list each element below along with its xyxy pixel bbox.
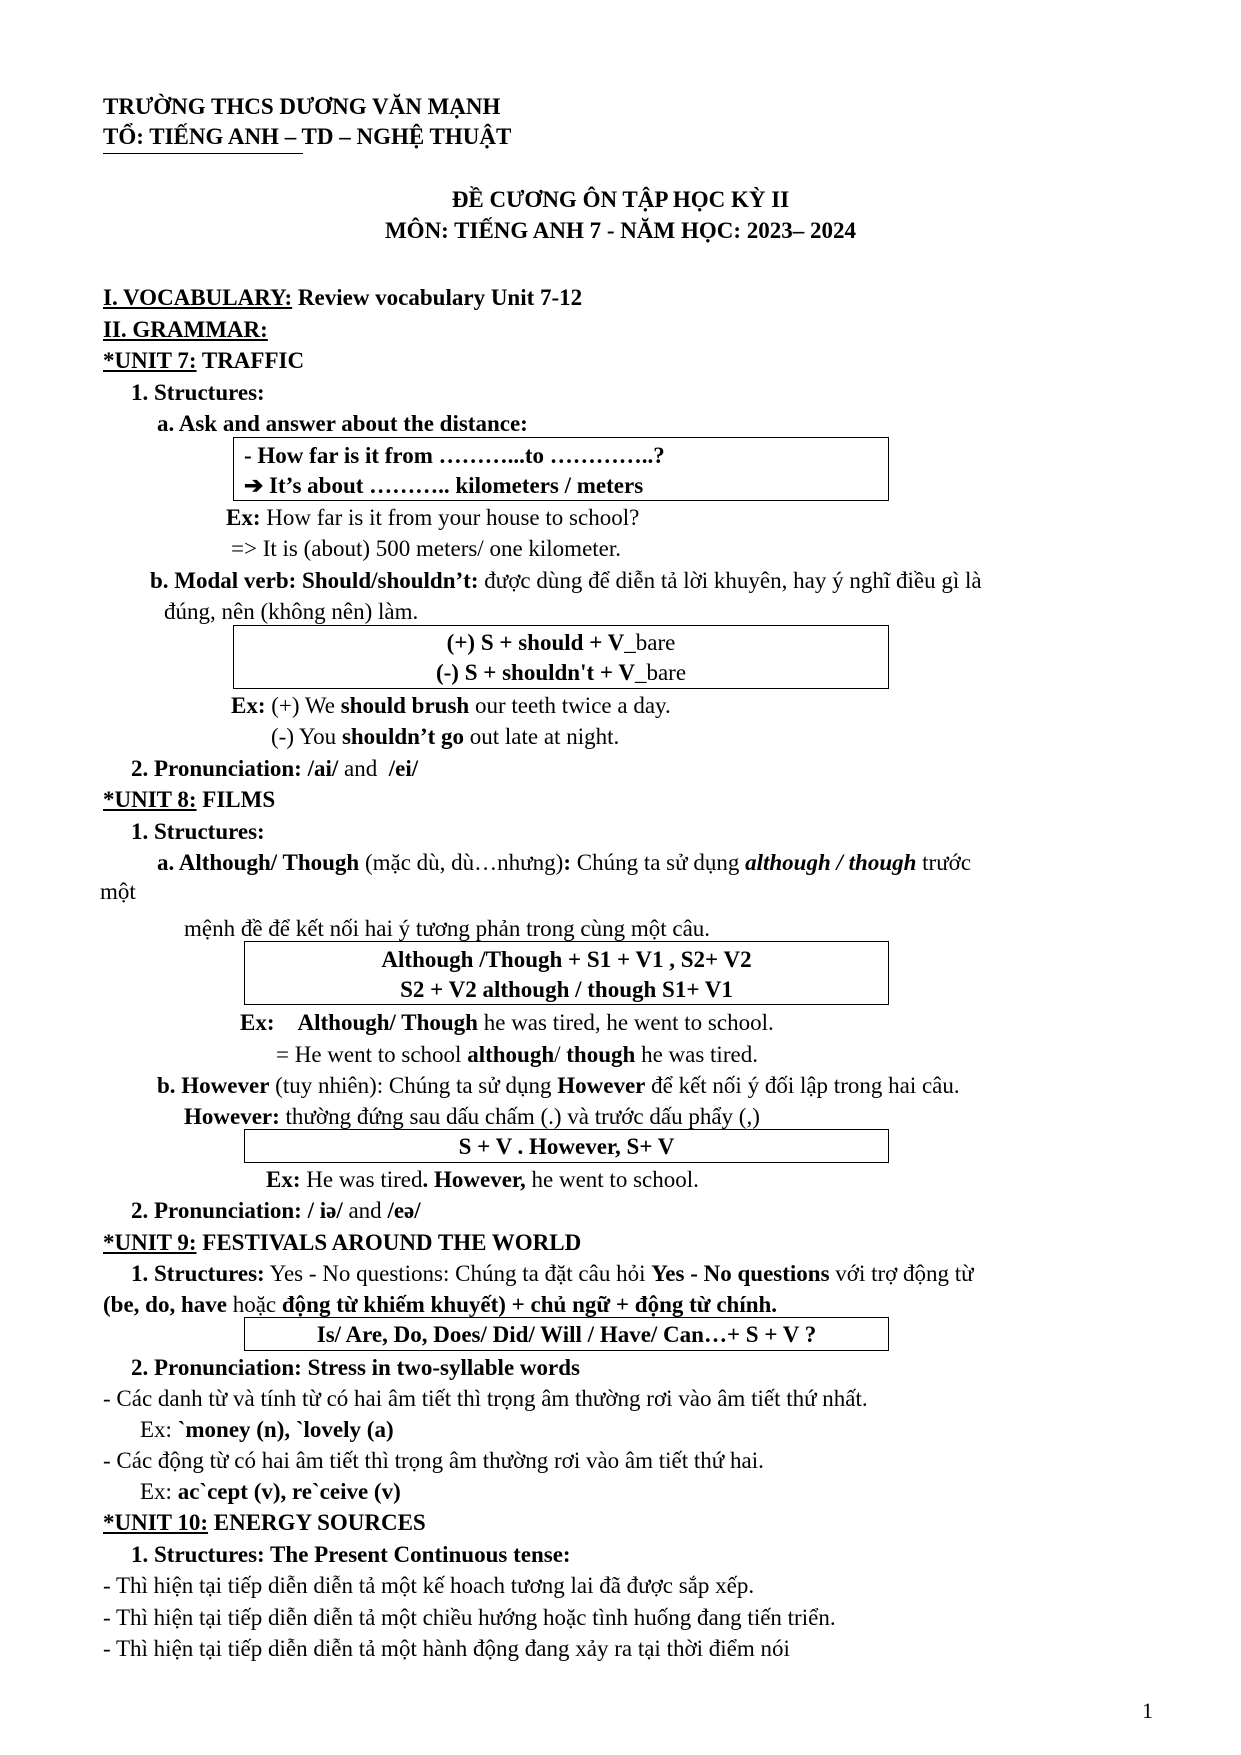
unit8-example1: Ex: Although/ Though he was tired, he went to school. <box>240 1010 774 1035</box>
unit7-box-line1: - How far is it from ………...to …………..? <box>244 443 665 468</box>
unit8-label: *UNIT 8: <box>103 787 197 812</box>
unit8-a-line2: mệnh đề để kết nối hai ý tương phản trong cùng một câu. <box>184 916 711 941</box>
section-vocabulary <box>103 286 582 309</box>
unit7-structures: 1. Structures: <box>131 380 265 405</box>
unit7-a-heading: a. Ask and answer about the distance: <box>157 411 528 436</box>
unit8-structures: 1. Structures: <box>131 819 265 844</box>
unit7-heading <box>103 349 304 372</box>
unit9-title: FESTIVALS AROUND THE WORLD <box>196 1230 582 1255</box>
unit7-example3: Ex: (+) We should brush our teeth twice a day. <box>231 693 671 718</box>
arrow-right-icon: ➔ <box>244 473 264 498</box>
section-vocabulary-label: I. VOCABULARY: <box>103 285 293 310</box>
header-underline <box>103 153 303 154</box>
unit8-box-line2: S2 + V2 although / though S1+ V1 <box>400 977 733 1002</box>
unit8-example2: = He went to school although/ though he was tired. <box>276 1042 758 1067</box>
section-grammar: II. GRAMMAR: <box>103 317 268 342</box>
unit7-pronunciation: 2. Pronunciation: /ai/ and /ei/ <box>131 756 419 781</box>
unit10-label: *UNIT 10: <box>103 1510 209 1535</box>
unit8-a-wrap: một <box>100 879 136 904</box>
unit7-example1: Ex: How far is it from your house to school? <box>226 505 640 530</box>
department-name: TỔ: TIẾNG ANH – TD – NGHỆ THUẬT <box>103 124 512 149</box>
unit9-structures-line2: (be, do, have hoặc động từ khiếm khuyết) + chủ ngữ + động từ chính. <box>103 1292 778 1317</box>
unit9-rule2: - Các động từ có hai âm tiết thì trọng âm thường rơi vào âm tiết thứ hai. <box>103 1448 764 1473</box>
unit7-example4: (-) You shouldn’t go out late at night. <box>271 724 620 749</box>
unit10-structures: 1. Structures: The Present Continuous tense: <box>131 1542 571 1567</box>
unit7-box-line2: ➔ It’s about ……….. kilometers / meters <box>244 473 644 498</box>
unit10-rule1: - Thì hiện tại tiếp diễn diễn tả một kế hoach tương lai đã được sắp xếp. <box>103 1573 755 1598</box>
unit7-title: TRAFFIC <box>196 348 305 373</box>
unit7-b-line2: đúng, nên (không nên) làm. <box>164 599 419 624</box>
unit9-rule1: - Các danh từ và tính từ có hai âm tiết thì trọng âm thường rơi vào âm tiết thứ nhất. <box>103 1386 868 1411</box>
unit8-example3: Ex: He was tired. However, he went to school. <box>266 1167 699 1192</box>
unit9-pronunciation: 2. Pronunciation: Stress in two-syllable words <box>131 1355 580 1380</box>
unit8-pronunciation: 2. Pronunciation: / iə/ and /eə/ <box>131 1198 421 1223</box>
section-vocabulary-text: Review vocabulary Unit 7-12 <box>292 285 583 310</box>
page-number: 1 <box>1142 1698 1153 1723</box>
unit8-b-line1: b. However (tuy nhiên): Chúng ta sử dụng However để kết nối ý đối lập trong hai câu. <box>157 1073 960 1098</box>
unit8-title: FILMS <box>196 787 276 812</box>
unit9-example2: Ex: ac`cept (v), re`ceive (v) <box>140 1479 401 1504</box>
unit7-formula-positive: (+) S + should + V_bare <box>446 630 676 655</box>
unit7-formula-negative: (-) S + shouldn't + V_bare <box>435 660 687 685</box>
unit10-rule3: - Thì hiện tại tiếp diễn diễn tả một hành động đang xảy ra tại thời điểm nói <box>103 1636 790 1661</box>
unit9-heading <box>103 1231 581 1254</box>
unit10-heading <box>103 1511 426 1534</box>
unit7-example2: => It is (about) 500 meters/ one kilometer. <box>231 536 622 561</box>
unit9-label: *UNIT 9: <box>103 1230 197 1255</box>
doc-subtitle: MÔN: TIẾNG ANH 7 - NĂM HỌC: 2023– 2024 <box>384 218 857 243</box>
unit8-box-line1: Although /Though + S1 + V1 , S2+ V2 <box>381 947 752 972</box>
unit8-heading <box>103 788 275 811</box>
unit10-rule2: - Thì hiện tại tiếp diễn diễn tả một chiều hướng hoặc tình huống đang tiến triển. <box>103 1605 836 1630</box>
unit7-b-line1: b. Modal verb: Should/shouldn’t: được dùng để diễn tả lời khuyên, hay ý nghĩ điều gì là <box>150 568 982 593</box>
unit8-a-line1: a. Although/ Though (mặc dù, dù…nhưng): Chúng ta sử dụng although / though trước <box>157 850 972 875</box>
unit7-label: *UNIT 7: <box>103 348 197 373</box>
unit10-title: ENERGY SOURCES <box>208 1510 426 1535</box>
unit8-b-line2: However: thường đứng sau dấu chấm (.) và trước dấu phẩy (,) <box>184 1104 760 1129</box>
unit9-example1: Ex: `money (n), `lovely (a) <box>140 1417 394 1442</box>
unit9-question-formula: Is/ Are, Do, Does/ Did/ Will / Have/ Can…+ S + V ? <box>316 1322 817 1347</box>
doc-title: ĐỀ CƯƠNG ÔN TẬP HỌC KỲ II <box>451 187 790 212</box>
unit9-structures-line1: 1. Structures: Yes - No questions: Chúng ta đặt câu hỏi Yes - No questions với trợ động từ <box>131 1261 974 1286</box>
unit8-however-formula: S + V . However, S+ V <box>458 1134 675 1159</box>
school-name: TRƯỜNG THCS DƯƠNG VĂN MẠNH <box>103 94 501 119</box>
